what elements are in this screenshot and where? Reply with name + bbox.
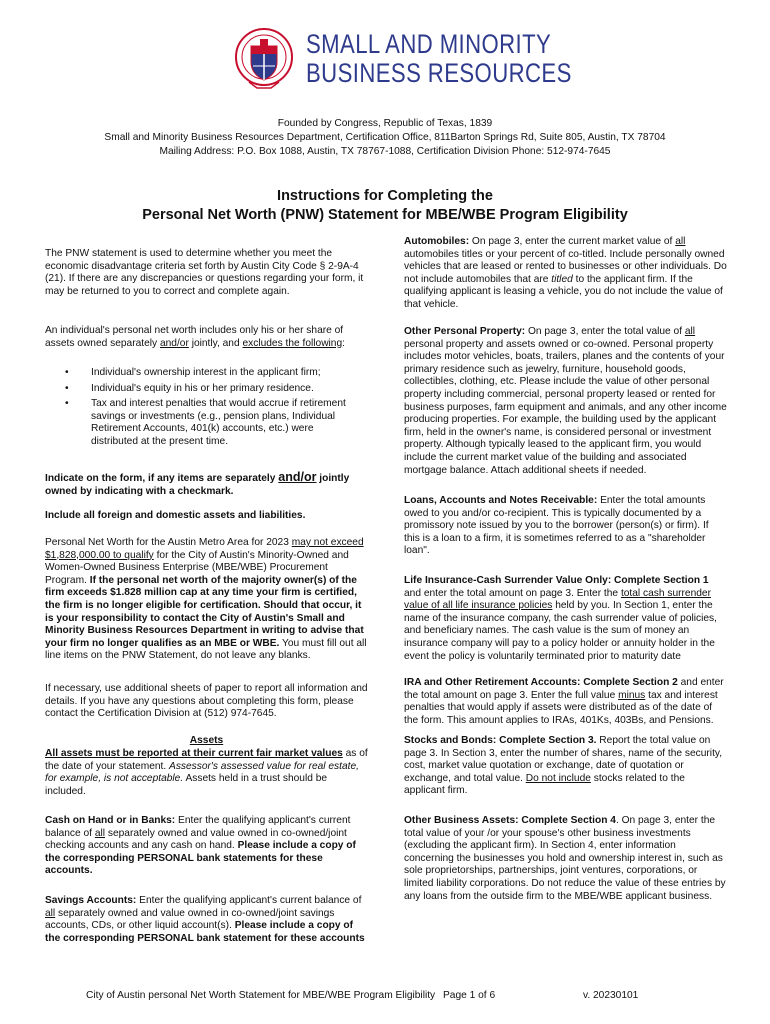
page-title [0,187,770,225]
title-line-1: Instructions for Completing the [277,188,493,204]
footer-version: v. 20230101 [583,990,639,1001]
footer-doc-title: City of Austin personal Net Worth Statement for MBE/WBE Program Eligibility [86,990,436,1001]
threshold-paragraph: Personal Net Worth for the Austin Metro Area for 2023 may not exceed $1,828,000.00 to qualify for the City of Austin's Minority-Owned and Women-Owned Business Enterprise (MBE/WBE) Procurement Program. If the personal net worth of the majority owner(s) of the firm exceeds $1.828 million cap at any time your firm is certified, the firm is no longer eligible for certification. Should that occur, it is your responsibility to contact the City of Austin's Small and Minority Business Resources Department in writing to advise that your firm no longer qualifies as an MBE or WBE. You must fill out all line items on the PNW Statement, do not leave any blanks. [45,537,367,662]
business-assets-paragraph: Other Business Assets: Complete Section 4. On page 3, enter the total value of your /or your spouse's other business investments (excluding the applicant firm). In Section 4, enter information concerning the businesses you hold and ownership interest in, such as sole proprietorships, partnerships, joint ventures, corporations, or limited liability corporations. Do not reduce the value of these entries by any loans from the outside firm to the MBE/WBE applicant business. [404,815,726,902]
assets-paragraph: All assets must be reported at their current fair market values as of the date of your statement. Assessor's assessed value for real estate, for example, is not acceptable. Assets held in a trust should be included. [45,748,368,797]
city-seal-icon [235,22,293,92]
list-item: • Individual's ownership interest in the applicant firm; [45,367,363,380]
founded-line: Founded by Congress, Republic of Texas, 1839 [277,118,493,129]
title-line-2: Personal Net Worth (PNW) Statement for MBE/WBE Program Eligibility [142,207,628,223]
logo-line-2: BUSINESS RESOURCES [306,58,572,88]
indicate-paragraph: Indicate on the form, if any items are separately and/or jointly owned by indicating with a checkmark. [45,470,350,497]
loans-paragraph: Loans, Accounts and Notes Receivable: Enter the total amounts owed to you and/or co-recipient. This is typically documented by a promissory note issued by you to the borrower (person(s) or firm). If this is a loan to a firm, it is sometimes referred to as a "shareholder loan". [404,495,709,557]
list-item: • Individual's equity in his or her primary residence. [45,383,363,396]
mailing-line: Mailing Address: P.O. Box 1088, Austin, TX 78767-1088, Certification Division Phone: 512-974-7645 [159,146,611,157]
include-all-paragraph: Include all foreign and domestic assets and liabilities. [45,510,306,521]
list-item: • Tax and interest penalties that would accrue if retirement savings or investments (e.g., pension plans, Individual Retirement Accounts, 401(k) accounts, etc.) were distributed at the present time. [45,398,363,448]
exclusions-list [45,367,363,449]
intro-paragraph: The PNW statement is used to determine whether you meet the economic disadvantage criteria set forth by Austin City Code § 2-9A-4 (21). If there are any discrepancies or questions regarding your form, it may be returned to you to correct and complete again. [45,248,364,297]
stocks-paragraph: Stocks and Bonds: Complete Section 3. Report the total value on page 3. In Section 3, enter the number of shares, name of the security, cost, market value quotation or exchange, date of quotation or exchange, and total value. Do not include stocks related to the applicant firm. [404,735,723,797]
footer-page-number: Page 1 of 6 [443,990,496,1001]
cash-paragraph: Cash on Hand or in Banks: Enter the qualifying applicant's current balance of all separately owned and value owned in co-owned/joint checking accounts and any cash on hand. Please include a copy of the corresponding PERSONAL bank statements for these accounts. [45,815,356,877]
logo-wordmark [306,30,572,88]
ira-paragraph: IRA and Other Retirement Accounts: Complete Section 2 and enter the total amount on page 3. Enter the full value minus tax and interest penalties that would apply if assets were distributed as of the date of the form. This amount applies to IRAs, 401Ks, 403Bs, and Pensions. [404,677,724,726]
department-line: Small and Minority Business Resources Department, Certification Office, 811Barton Springs Rd, Suite 805, Austin, TX 78704 [104,132,666,143]
other-property-paragraph: Other Personal Property: On page 3, enter the total value of all personal property and assets owned or co-owned. Personal property includes motor vehicles, boats, trailers, planes and the contents of your primary residence such as jewelry, furniture, household goods, collectibles, clothing, etc. Please include the value of other personal property including commercial, personal property leased or rented for business purposes, farm equipment and animals, and any other income producing properties. For example, the building used by the applicant firm, held in the owner's name, is considered personal or investment property. Although typically leased to the applicant firm, you would include the current market value of the building and associated mortgage balance. Attach additional sheets if needed. [404,326,727,476]
city-seal [235,22,293,92]
automobiles-paragraph: Automobiles: On page 3, enter the current market value of all automobiles titles or your percent of co-titled. Include personally owned vehicles that are leased or rented to businesses or other individuals. Do not include automobiles that are titled to the applicant firm. If the qualifying applicant is leasing a vehicle, you do not include the value of that vehicle. [404,236,727,310]
address-block [0,117,770,159]
savings-paragraph: Savings Accounts: Enter the qualifying applicant's current balance of all separately owned and value owned in co-owned/joint savings accounts, CDs, or other liquid account(s). Please include a copy of the corresponding PERSONAL bank statement for these accounts [45,895,365,944]
pnw-definition: An individual's personal net worth includes only his or her share of assets owned separately and/or jointly, and excludes the following: [45,325,345,349]
assets-heading: Assets [189,735,224,746]
life-insurance-paragraph: Life Insurance-Cash Surrender Value Only: Complete Section 1 and enter the total amount on page 3. Enter the total cash surrender value of all life insurance policies held by you. In Section 1, enter the name of the insurance company, the cash surrender value of policies, and beneficiary names. The cash value is the sum of money an insurance company will pay to a policy holder or annuity holder in the event the policy is voluntarily terminated prior to maturity date [404,575,717,662]
additional-paragraph: If necessary, use additional sheets of paper to report all information and details. If you have any questions about completing this form, please contact the Certification Division at (512) 974-7645. [45,683,368,720]
logo-line-1: SMALL AND MINORITY [306,29,552,59]
